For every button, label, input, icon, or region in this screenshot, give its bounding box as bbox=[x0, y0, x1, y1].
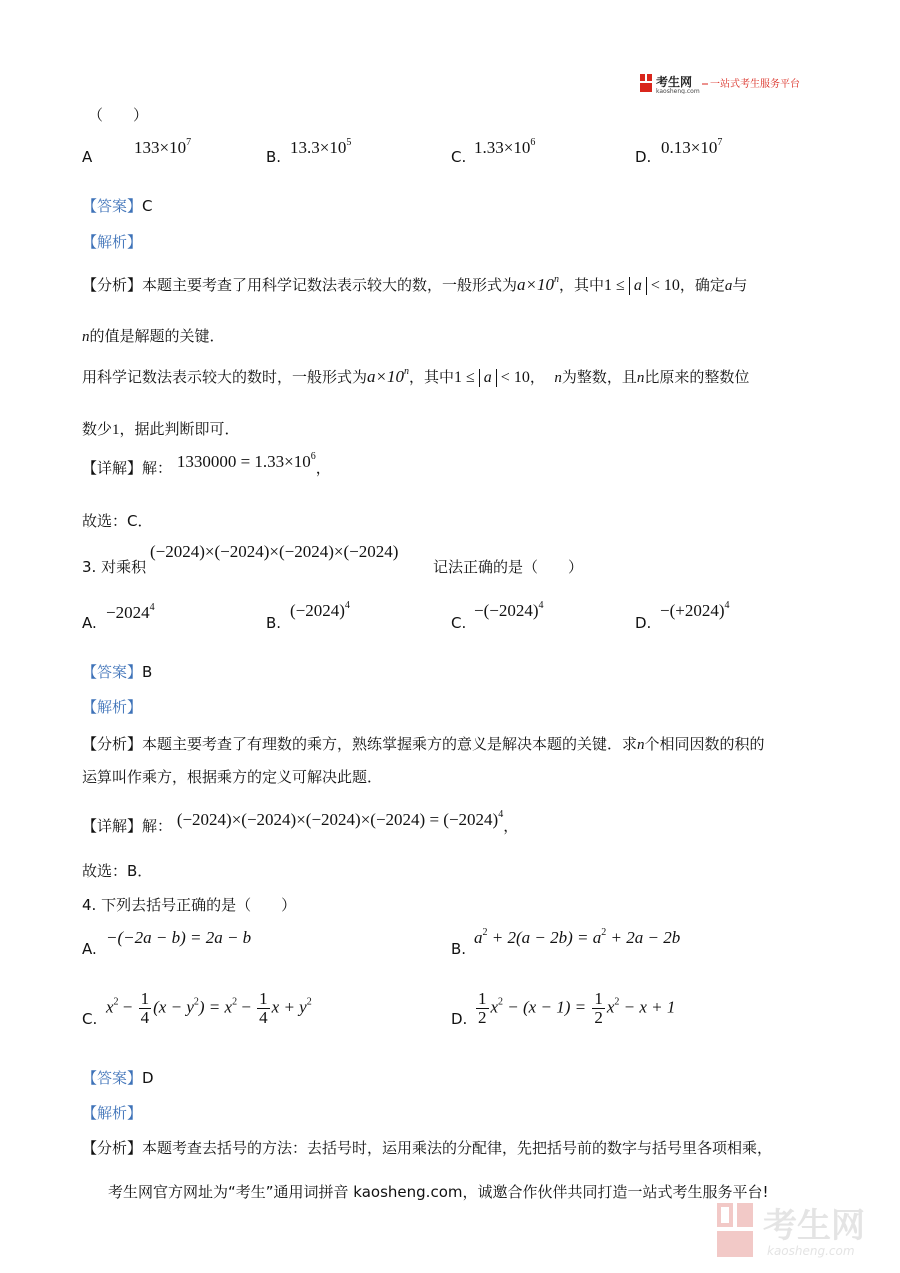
q4-option-b-label: B. bbox=[451, 940, 467, 958]
q2-option-b: $13.3\times 10^5$ bbox=[290, 137, 352, 157]
q4-fenxi: 【分析】本题考查去括号的方法：去括号时，运用乘法的分配律，先把括号前的数字与括号里各项相乘， bbox=[82, 1139, 773, 1157]
q3-option-a: $-2024^4$ bbox=[106, 602, 155, 622]
watermark-icon bbox=[715, 1195, 890, 1265]
q3-detail: 【详解】解： $(-2024)\times(-2024)\times(-2024)\times(-2024) = (-2024)^4$， bbox=[82, 809, 519, 835]
q4-answer: 【答案】D bbox=[82, 1069, 154, 1087]
logo-sub: kaosheng.com bbox=[656, 88, 700, 94]
q3-option-d-label: D. bbox=[635, 614, 652, 632]
q3-choice: 故选：B． bbox=[82, 862, 153, 880]
q2-option-b-label: B. bbox=[266, 148, 282, 166]
q3-stem: 3. 对乘积 bbox=[82, 558, 147, 576]
q4-option-a-label: A. bbox=[82, 940, 97, 958]
q4-option-d: $\frac{1}{2}$ $x^2 - (x - 1)$ = $\frac{1}{2}$ $x^2 - x + 1$ bbox=[478, 989, 676, 1027]
q2-fenxi-line1: 【分析】本题主要考查了用科学记数法表示较大的数，一般形式为$a\times 10^n$，其中1 ≤ a < 10，确定a与 bbox=[82, 274, 748, 294]
q2-option-a-label: A bbox=[82, 148, 93, 166]
q2-detail: 【详解】解： $1330000 = 1.33\times 10^6$， bbox=[82, 451, 331, 477]
q2-option-a: $133\times 10^7$ bbox=[134, 137, 192, 157]
q3-stem-tail: 记法正确的是（ ） bbox=[433, 558, 584, 576]
q2-option-c-label: C. bbox=[451, 148, 467, 166]
q3-fenxi-line1: 【分析】本题主要考查了有理数的乘方，熟练掌握乘方的意义是解决本题的关键．求n个相同因数的积的 bbox=[82, 735, 765, 753]
logo-icon bbox=[640, 72, 810, 94]
q2-answer: 【答案】C bbox=[82, 197, 153, 215]
q4-option-a: −(−2a − b) = 2a − b bbox=[106, 928, 252, 947]
q2-analysis-tag: 【解析】 bbox=[82, 233, 143, 251]
header-logo bbox=[640, 72, 810, 94]
q4-stem: 4. 下列去括号正确的是（ ） bbox=[82, 896, 297, 914]
q3-option-d: $-(+2024)^4$ bbox=[660, 600, 730, 620]
q2-choice: 故选：C． bbox=[82, 512, 153, 530]
q3-option-a-label: A. bbox=[82, 614, 97, 632]
q3-option-b: $(-2024)^4$ bbox=[290, 600, 350, 620]
q4-option-d-label: D. bbox=[451, 1010, 468, 1028]
q3-analysis-tag: 【解析】 bbox=[82, 698, 143, 716]
q3-fenxi-line2: 运算叫作乘方，根据乘方的定义可解决此题． bbox=[82, 768, 383, 786]
q3-answer: 【答案】B bbox=[82, 663, 153, 681]
q2-option-d: $0.13\times 10^7$ bbox=[661, 137, 723, 157]
q2-para-line2: 数少1，据此判断即可． bbox=[82, 420, 240, 438]
q2-tail: （ ） bbox=[88, 106, 149, 124]
q4-option-c-label: C. bbox=[82, 1010, 98, 1028]
q3-option-c: $-(-2024)^4$ bbox=[474, 600, 544, 620]
watermark-logo bbox=[715, 1195, 890, 1265]
watermark-text: 考生网 bbox=[763, 1206, 865, 1246]
q2-fenxi-line2: n的值是解题的关键． bbox=[82, 327, 225, 345]
q2-option-d-label: D. bbox=[635, 148, 652, 166]
q3-option-b-label: B. bbox=[266, 614, 282, 632]
footer-text: 考生网官方网址为“考生”通用词拼音 kaosheng.com，诚邀合作伙伴共同打造一站式考生服务平台! bbox=[108, 1183, 769, 1201]
q2-option-c: $1.33\times 10^6$ bbox=[474, 137, 536, 157]
watermark-sub: kaosheng.com bbox=[767, 1244, 855, 1258]
q3-option-c-label: C. bbox=[451, 614, 467, 632]
q2-para-line1: 用科学记数法表示较大的数时，一般形式为$a\times 10^n$，其中1 ≤ a < 10， n为整数，且n比原来的整数位 bbox=[82, 366, 750, 386]
q4-option-c: $x^2$ − $\frac{1}{4}$ $(x - y^2) = x^2$ − $\frac{1}{4}$ $x + y^2$ bbox=[106, 989, 312, 1027]
logo-slogan: 一站式考生服务平台 bbox=[710, 79, 800, 90]
logo-text: 考生网 bbox=[656, 75, 693, 89]
q3-product: (−2024)×(−2024)×(−2024)×(−2024) bbox=[150, 542, 399, 561]
q4-option-b: $a^2 + 2(a - 2b) = a^2 + 2a - 2b$ bbox=[474, 927, 681, 947]
q4-analysis-tag: 【解析】 bbox=[82, 1104, 143, 1122]
